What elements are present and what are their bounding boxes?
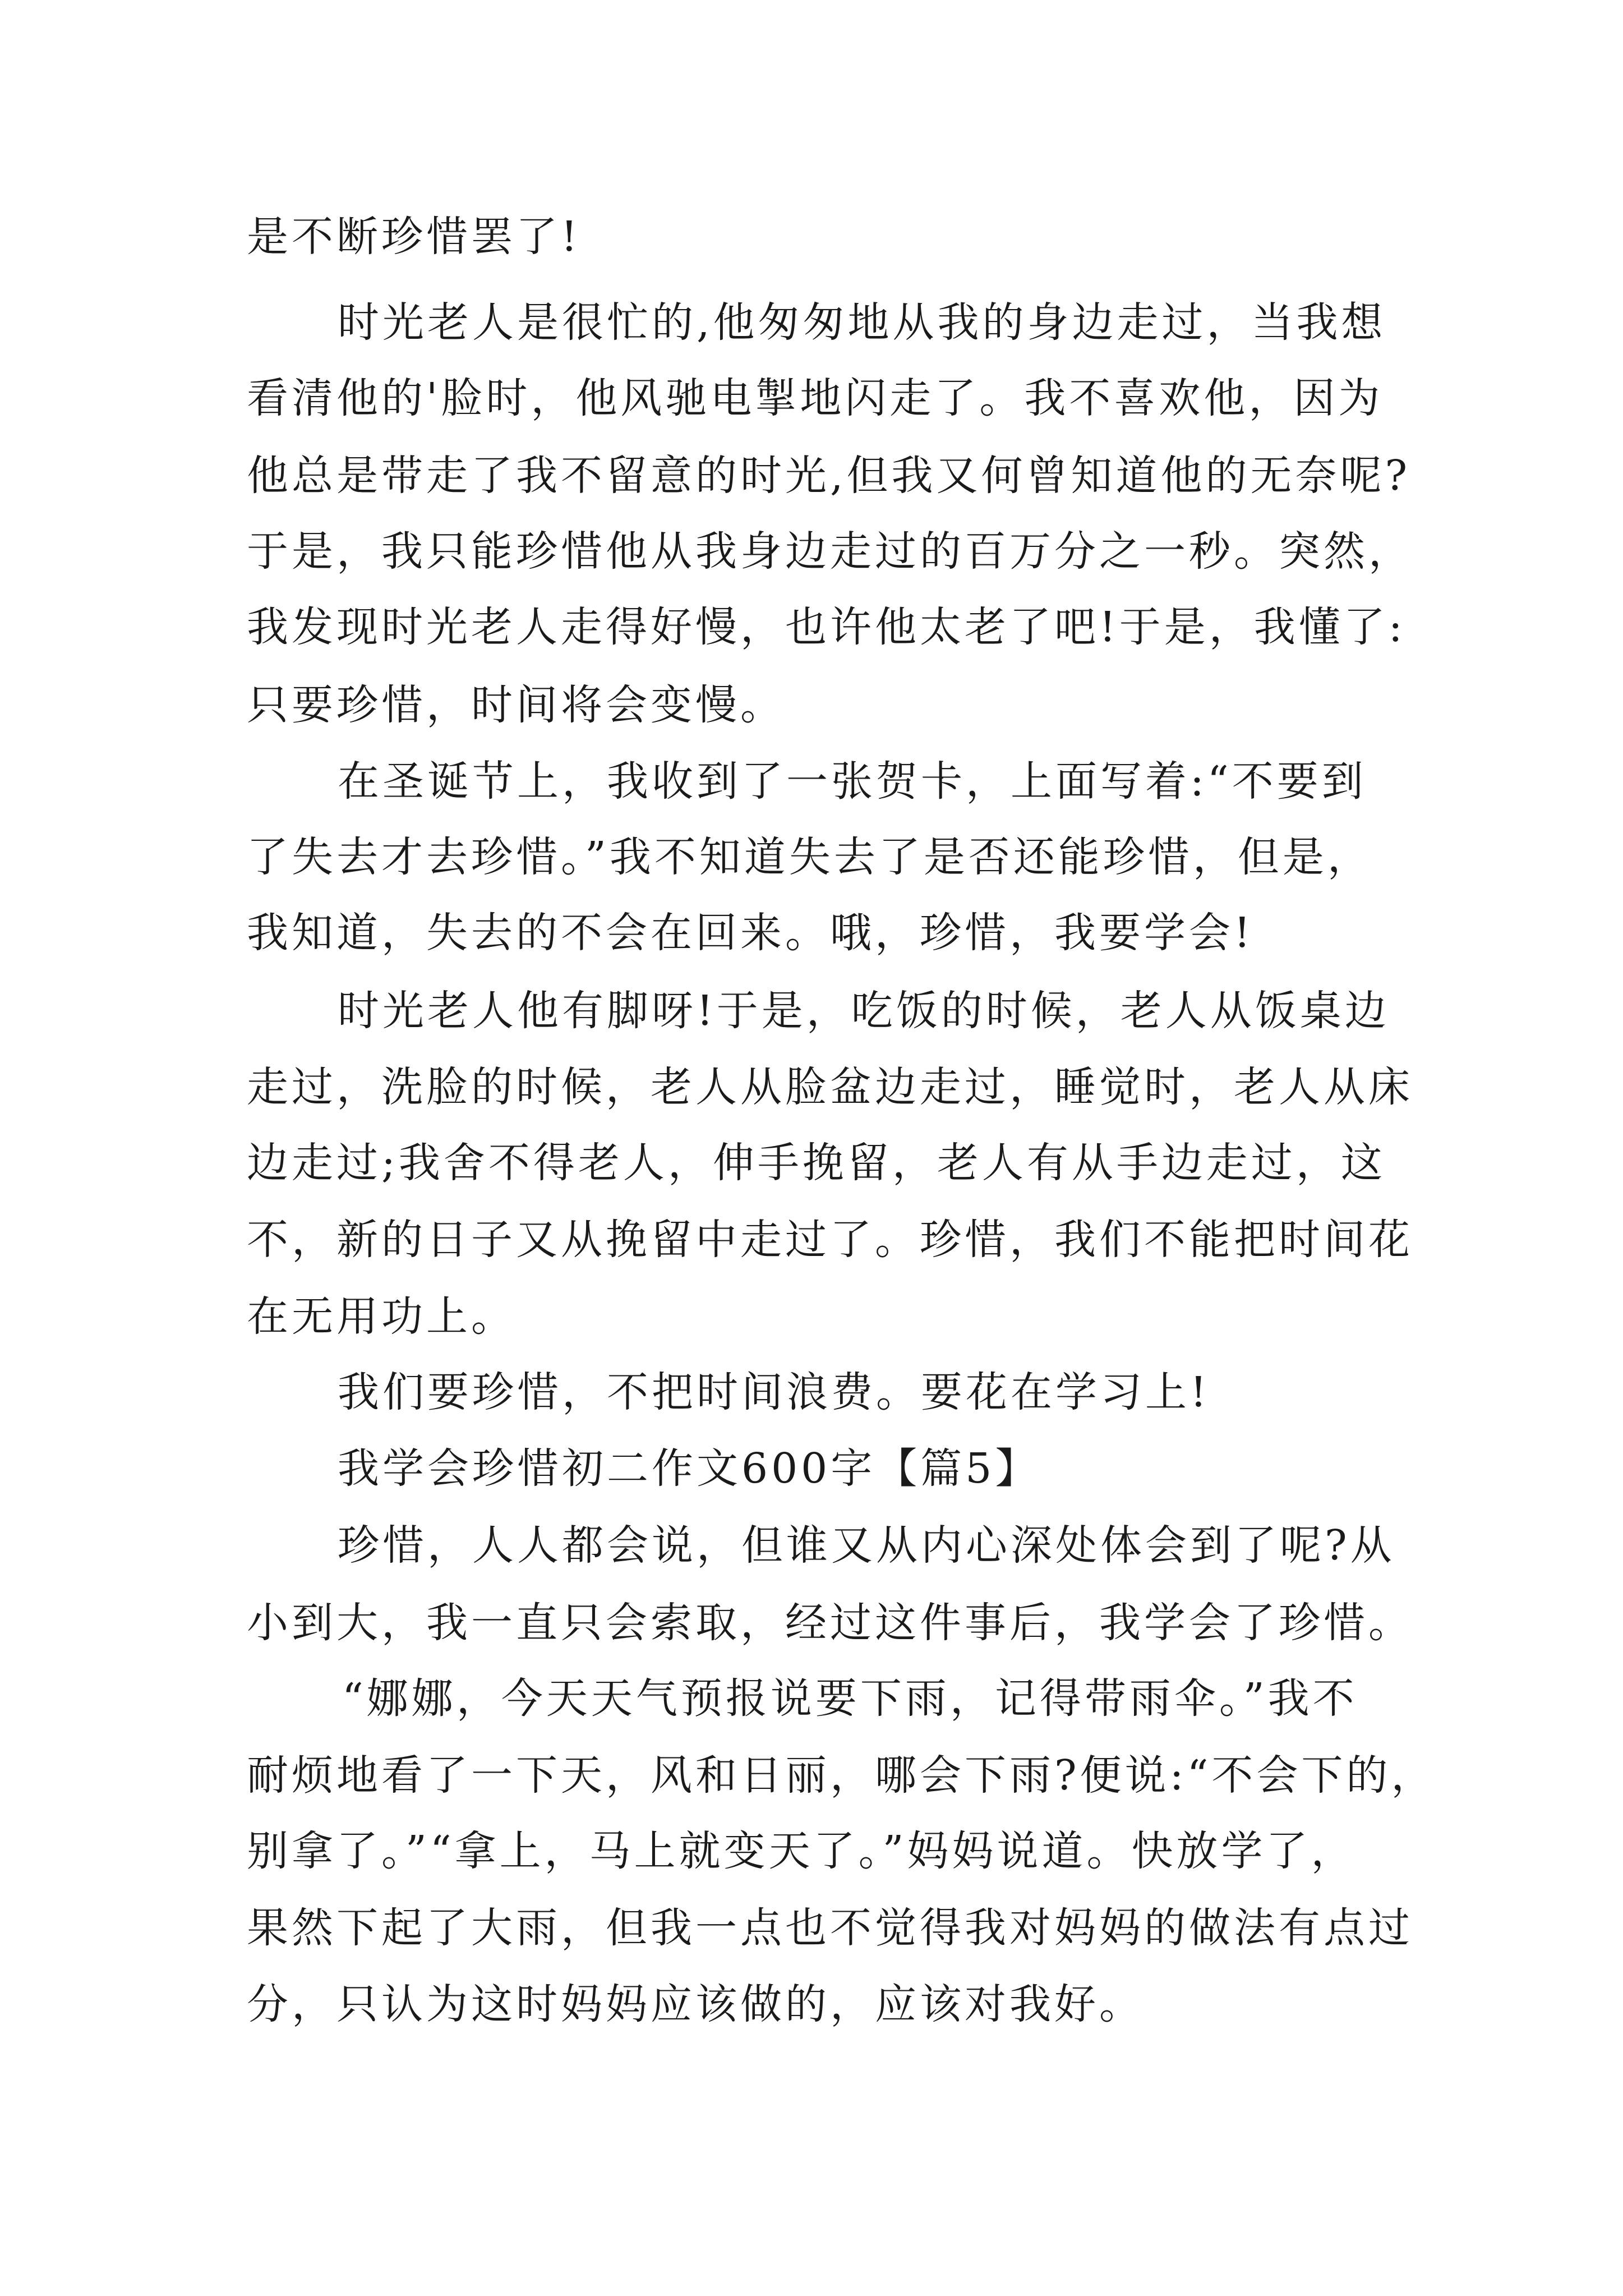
text-line: 边走过;我舍不得老人，伸手挽留，老人有从手边走过，这 (247, 1139, 1386, 1187)
text-line: 珍惜，人人都会说，但谁又从内心深处体会到了呢?从 (338, 1521, 1395, 1570)
text-line: 走过，洗脸的时候，老人从脸盆边走过，睡觉时，老人从床 (247, 1063, 1413, 1111)
text-line: 分，只认为这时妈妈应该做的，应该对我好。 (247, 1980, 1144, 2028)
text-line: 我发现时光老人走得好慢，也许他太老了吧!于是，我懂了: (247, 603, 1406, 651)
text-line: 看清他的'脸时，他风驰电掣地闪走了。我不喜欢他，因为 (247, 374, 1384, 422)
text-line: 果然下起了大雨，但我一点也不觉得我对妈妈的做法有点过 (247, 1904, 1413, 1952)
text-line: 我们要珍惜，不把时间浪费。要花在学习上! (338, 1368, 1210, 1416)
text-line: “娜娜，今天天气预报说要下雨，记得带雨伞。”我不 (342, 1674, 1358, 1723)
text-line: 时光老人是很忙的,他匆匆地从我的身边走过，当我想 (338, 298, 1386, 347)
text-line: 只要珍惜，时间将会变慢。 (247, 681, 785, 729)
text-line: 是不断珍惜罢了! (247, 213, 581, 261)
text-line: 耐烦地看了一下天，风和日丽，哪会下雨?便说:“不会下的， (247, 1751, 1436, 1800)
text-line: 时光老人他有脚呀!于是，吃饭的时候，老人从饭桌边 (338, 987, 1390, 1035)
text-line: 别拿了。”“拿上，马上就变天了。”妈妈说道。快放学了， (247, 1827, 1356, 1875)
section-heading: 我学会珍惜初二作文600字【篇5】 (338, 1444, 1040, 1493)
text-line: 小到大，我一直只会索取，经过这件事后，我学会了珍惜。 (247, 1599, 1413, 1647)
text-line: 不，新的日子又从挽留中走过了。珍惜，我们不能把时间花 (247, 1216, 1413, 1264)
text-line: 在无用功上。 (247, 1292, 516, 1341)
text-line: 了失去才去珍惜。”我不知道失去了是否还能珍惜，但是， (247, 833, 1372, 881)
text-line: 他总是带走了我不留意的时光,但我又何曾知道他的无奈呢? (247, 452, 1411, 500)
text-line: 在圣诞节上，我收到了一张贺卡，上面写着:“不要到 (338, 757, 1367, 806)
text-line: 于是，我只能珍惜他从我身边走过的百万分之一秒。突然， (247, 527, 1413, 576)
text-line: 我知道，失去的不会在回来。哦，珍惜，我要学会! (247, 909, 1254, 957)
